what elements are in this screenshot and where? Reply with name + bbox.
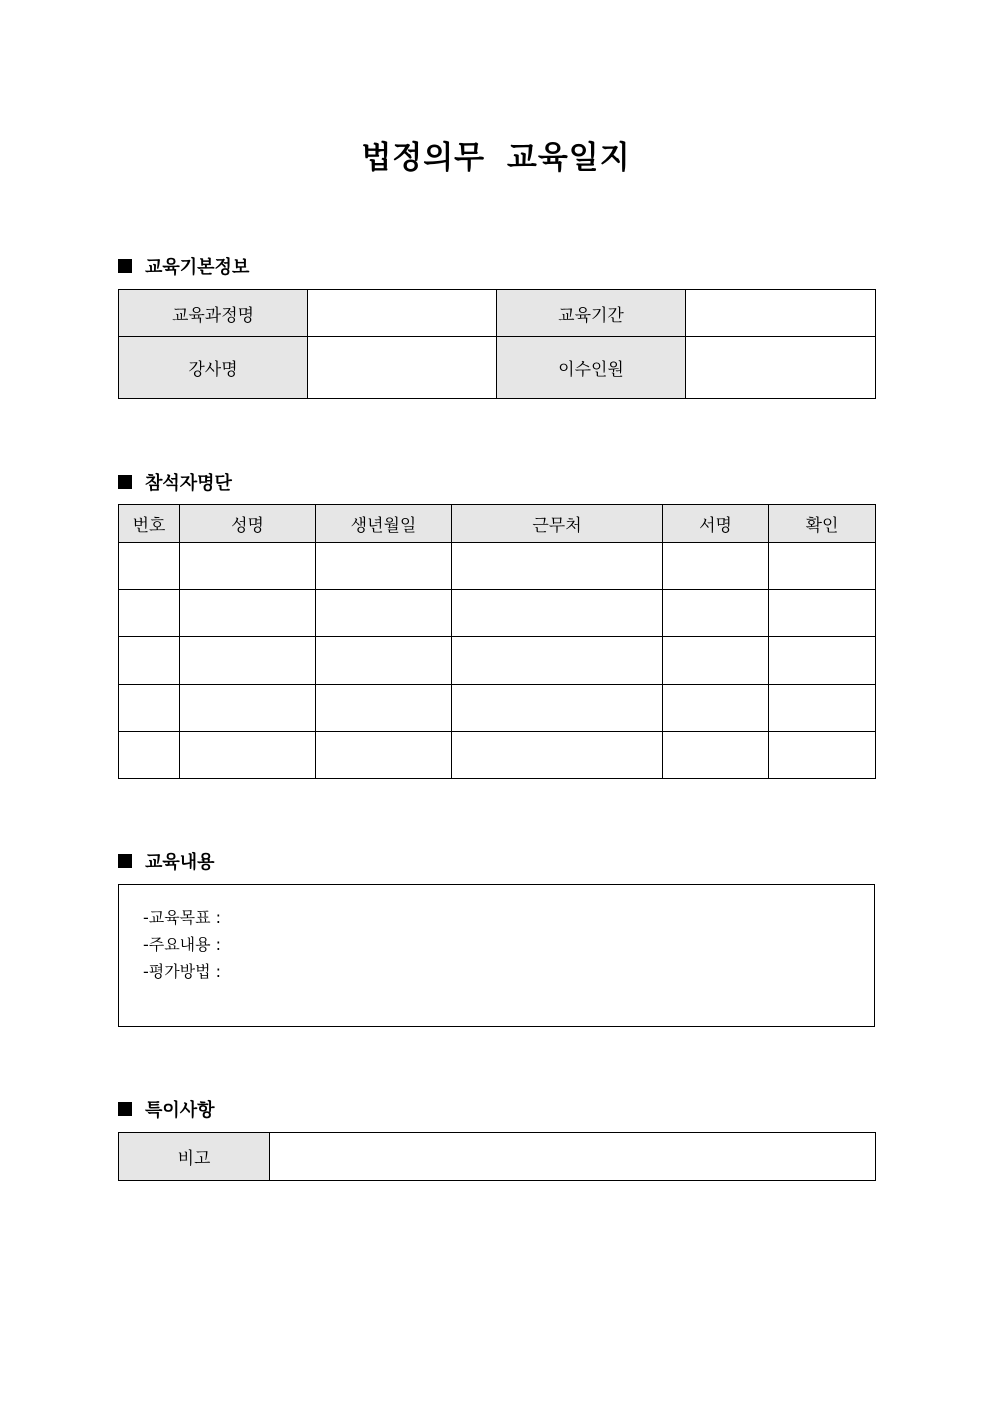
section-heading-notes xyxy=(118,1096,215,1122)
table-cell[interactable] xyxy=(316,590,452,637)
table-cell[interactable] xyxy=(769,543,876,590)
table-row xyxy=(119,290,876,337)
section-heading-content xyxy=(118,848,215,874)
table-row xyxy=(119,337,876,399)
attendees-table xyxy=(118,504,876,779)
table-cell[interactable] xyxy=(180,637,316,685)
table-cell[interactable] xyxy=(663,637,769,685)
square-bullet-icon xyxy=(118,259,132,273)
course-name-field[interactable] xyxy=(308,290,497,337)
table-cell[interactable] xyxy=(663,685,769,732)
table-header-row xyxy=(119,505,876,543)
table-row xyxy=(119,1133,876,1181)
evaluation-line: -평가방법 : xyxy=(143,962,222,981)
table-cell[interactable] xyxy=(119,685,180,732)
table-cell[interactable] xyxy=(769,732,876,779)
table-cell[interactable] xyxy=(119,590,180,637)
section-title: 교육기본정보 xyxy=(145,257,250,278)
course-period-label: 교육기간 xyxy=(497,290,686,337)
remarks-field[interactable] xyxy=(270,1133,876,1181)
notes-table xyxy=(118,1132,876,1181)
table-row xyxy=(119,685,876,732)
table-cell[interactable] xyxy=(769,685,876,732)
course-name-label: 교육과정명 xyxy=(119,290,308,337)
instructor-field[interactable] xyxy=(308,337,497,399)
table-cell[interactable] xyxy=(180,590,316,637)
content-lines xyxy=(143,904,221,985)
table-cell[interactable] xyxy=(769,590,876,637)
main-content-line: -주요내용 : xyxy=(143,935,222,954)
table-cell[interactable] xyxy=(769,637,876,685)
completion-count-field[interactable] xyxy=(686,337,876,399)
table-cell[interactable] xyxy=(663,590,769,637)
square-bullet-icon xyxy=(118,475,132,489)
column-header-number: 번호 xyxy=(119,505,180,543)
table-cell[interactable] xyxy=(180,685,316,732)
table-cell[interactable] xyxy=(452,685,663,732)
table-cell[interactable] xyxy=(119,637,180,685)
section-title: 참석자명단 xyxy=(145,473,232,494)
column-header-workplace: 근무처 xyxy=(452,505,663,543)
table-row xyxy=(119,637,876,685)
table-cell[interactable] xyxy=(452,543,663,590)
table-cell[interactable] xyxy=(119,543,180,590)
table-row xyxy=(119,543,876,590)
goal-line: -교육목표 : xyxy=(143,908,222,927)
square-bullet-icon xyxy=(118,1102,132,1116)
table-cell[interactable] xyxy=(316,637,452,685)
table-cell[interactable] xyxy=(452,637,663,685)
section-heading-basic-info xyxy=(118,253,249,279)
table-cell[interactable] xyxy=(452,732,663,779)
column-header-name: 성명 xyxy=(180,505,316,543)
completion-count-label: 이수인원 xyxy=(497,337,686,399)
column-header-signature: 서명 xyxy=(663,505,769,543)
table-cell[interactable] xyxy=(663,543,769,590)
course-period-field[interactable] xyxy=(686,290,876,337)
table-row xyxy=(119,732,876,779)
column-header-confirm: 확인 xyxy=(769,505,876,543)
section-title: 특이사항 xyxy=(145,1100,215,1121)
content-box[interactable] xyxy=(118,884,875,1027)
basic-info-table xyxy=(118,289,876,399)
table-cell[interactable] xyxy=(316,543,452,590)
section-heading-attendees xyxy=(118,469,232,495)
table-cell[interactable] xyxy=(180,543,316,590)
table-row xyxy=(119,590,876,637)
table-cell[interactable] xyxy=(119,732,180,779)
table-cell[interactable] xyxy=(180,732,316,779)
remarks-label: 비고 xyxy=(119,1133,270,1181)
table-cell[interactable] xyxy=(316,685,452,732)
column-header-birthdate: 생년월일 xyxy=(316,505,452,543)
table-cell[interactable] xyxy=(316,732,452,779)
table-cell[interactable] xyxy=(663,732,769,779)
section-title: 교육내용 xyxy=(145,852,215,873)
instructor-label: 강사명 xyxy=(119,337,308,399)
table-cell[interactable] xyxy=(452,590,663,637)
page-title: 법정의무 교육일지 xyxy=(361,140,631,176)
square-bullet-icon xyxy=(118,854,132,868)
